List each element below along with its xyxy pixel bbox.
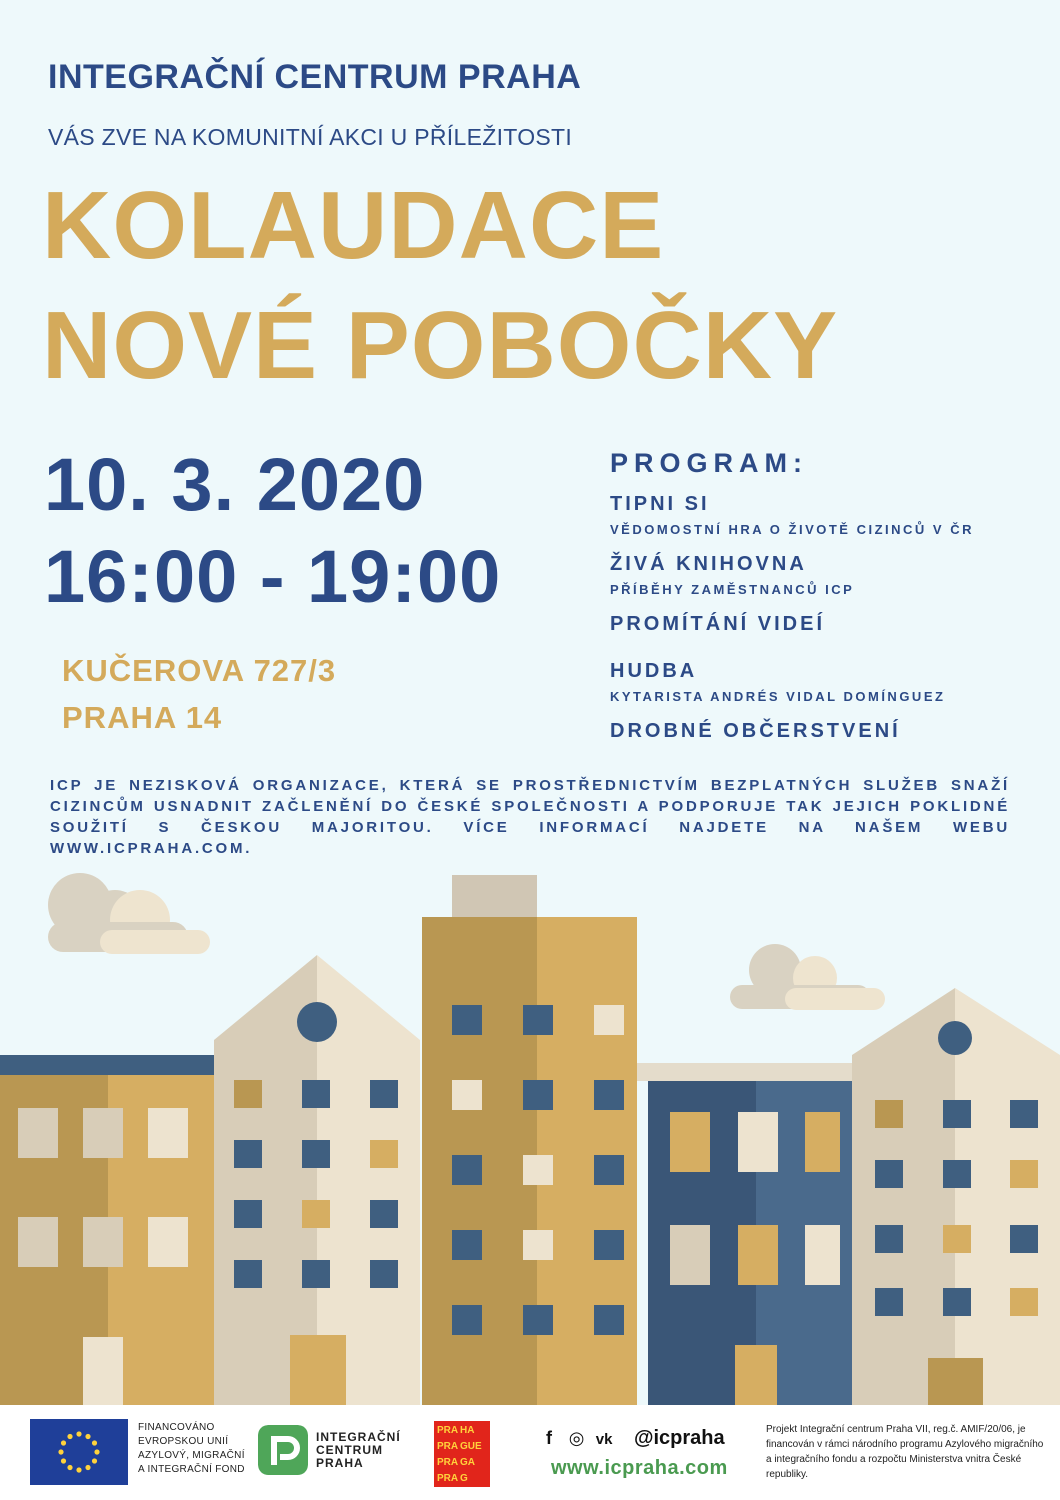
- building-blue: [637, 1063, 852, 1405]
- program-item: [610, 720, 1030, 743]
- praha-city-logo: PRA HA PRA GUE PRA GA PRA G: [434, 1421, 490, 1487]
- building-gold-left: [0, 1055, 222, 1405]
- program-title: PROGRAM:: [610, 448, 808, 478]
- facebook-icon[interactable]: f: [546, 1428, 552, 1448]
- building-beige-right: [852, 988, 1060, 1405]
- headline-line-1: KOLAUDACE: [42, 172, 665, 279]
- about-paragraph: ICP JE NEZISKOVÁ ORGANIZACE, KTERÁ SE PROSTŘEDNICTVÍM BEZPLATNÝCH SLUŽEB SNAŽÍ CIZINCŮM USNADNIT ZAČLENĚNÍ DO ČESKÉ SPOLEČNOSTI A PODPORUJE TAK JEJICH POKLIDNÉ SOUŽITÍ S ČESKOU MAJORITOU. VÍCE INFORMACÍ NAJDETE NA NAŠEM WEBU WWW.ICPRAHA.COM.: [50, 777, 1010, 857]
- icp-logo-icon: [258, 1425, 308, 1475]
- program-item-sub: VĚDOMOSTNÍ HRA O ŽIVOTĚ CIZINCŮ V ČR: [610, 522, 974, 537]
- program-item-label: ŽIVÁ KNIHOVNA: [610, 553, 807, 575]
- social-icons: [538, 1427, 615, 1450]
- eu-flag-icon: [30, 1419, 128, 1485]
- eu-funding-text: FINANCOVÁNO EVROPSKOU UNIÍ AZYLOVÝ, MIGRAČNÍ A INTEGRAČNÍ FOND: [138, 1422, 245, 1475]
- icp-logo-text: INTEGRAČNÍ CENTRUM PRAHA: [316, 1430, 401, 1470]
- program-item-sub: PŘÍBĚHY ZAMĚSTNANCŮ ICP: [610, 582, 855, 597]
- program-item: [610, 493, 1030, 537]
- project-funding-note: Projekt Integrační centrum Praha VII, reg.č. AMIF/20/06, je financován v rámci národního programu Azylového migračního a integračního fondu a rozpočtu Ministerstva vnitra České republiky.: [766, 1424, 1044, 1480]
- invitation-line: VÁS ZVE NA KOMUNITNÍ AKCI U PŘÍLEŽITOSTI: [48, 124, 573, 150]
- cloud-left: [48, 873, 210, 954]
- program-item: [610, 613, 1030, 636]
- event-date: 10. 3. 2020: [44, 443, 426, 526]
- program-item: [610, 553, 1030, 597]
- instagram-icon[interactable]: ◎: [568, 1428, 585, 1448]
- program-item: [610, 660, 1030, 704]
- headline-line-2: NOVÉ POBOČKY: [42, 292, 839, 399]
- program-section: [610, 448, 1030, 759]
- cloud-right: [730, 944, 885, 1010]
- program-item-label: PROMÍTÁNÍ VIDEÍ: [610, 613, 826, 635]
- program-item-label: TIPNI SI: [610, 493, 710, 515]
- organizer-title: INTEGRAČNÍ CENTRUM PRAHA: [48, 58, 582, 96]
- building-beige-center-left: [214, 955, 420, 1405]
- website-link[interactable]: www.icpraha.com: [551, 1457, 728, 1479]
- vk-icon[interactable]: vk: [595, 1431, 613, 1448]
- address-city: PRAHA 14: [62, 700, 223, 735]
- event-time: 16:00 - 19:00: [44, 535, 502, 618]
- building-gold-tower: [422, 875, 637, 1405]
- program-item-sub: KYTARISTA ANDRÉS VIDAL DOMÍNGUEZ: [610, 689, 946, 704]
- address-street: KUČEROVA 727/3: [62, 653, 337, 688]
- city-illustration: [0, 860, 1060, 1405]
- social-handle[interactable]: @icpraha: [634, 1427, 725, 1449]
- program-item-label: DROBNÉ OBČERSTVENÍ: [610, 720, 901, 742]
- footer: [0, 1405, 1060, 1500]
- program-item-label: HUDBA: [610, 660, 698, 682]
